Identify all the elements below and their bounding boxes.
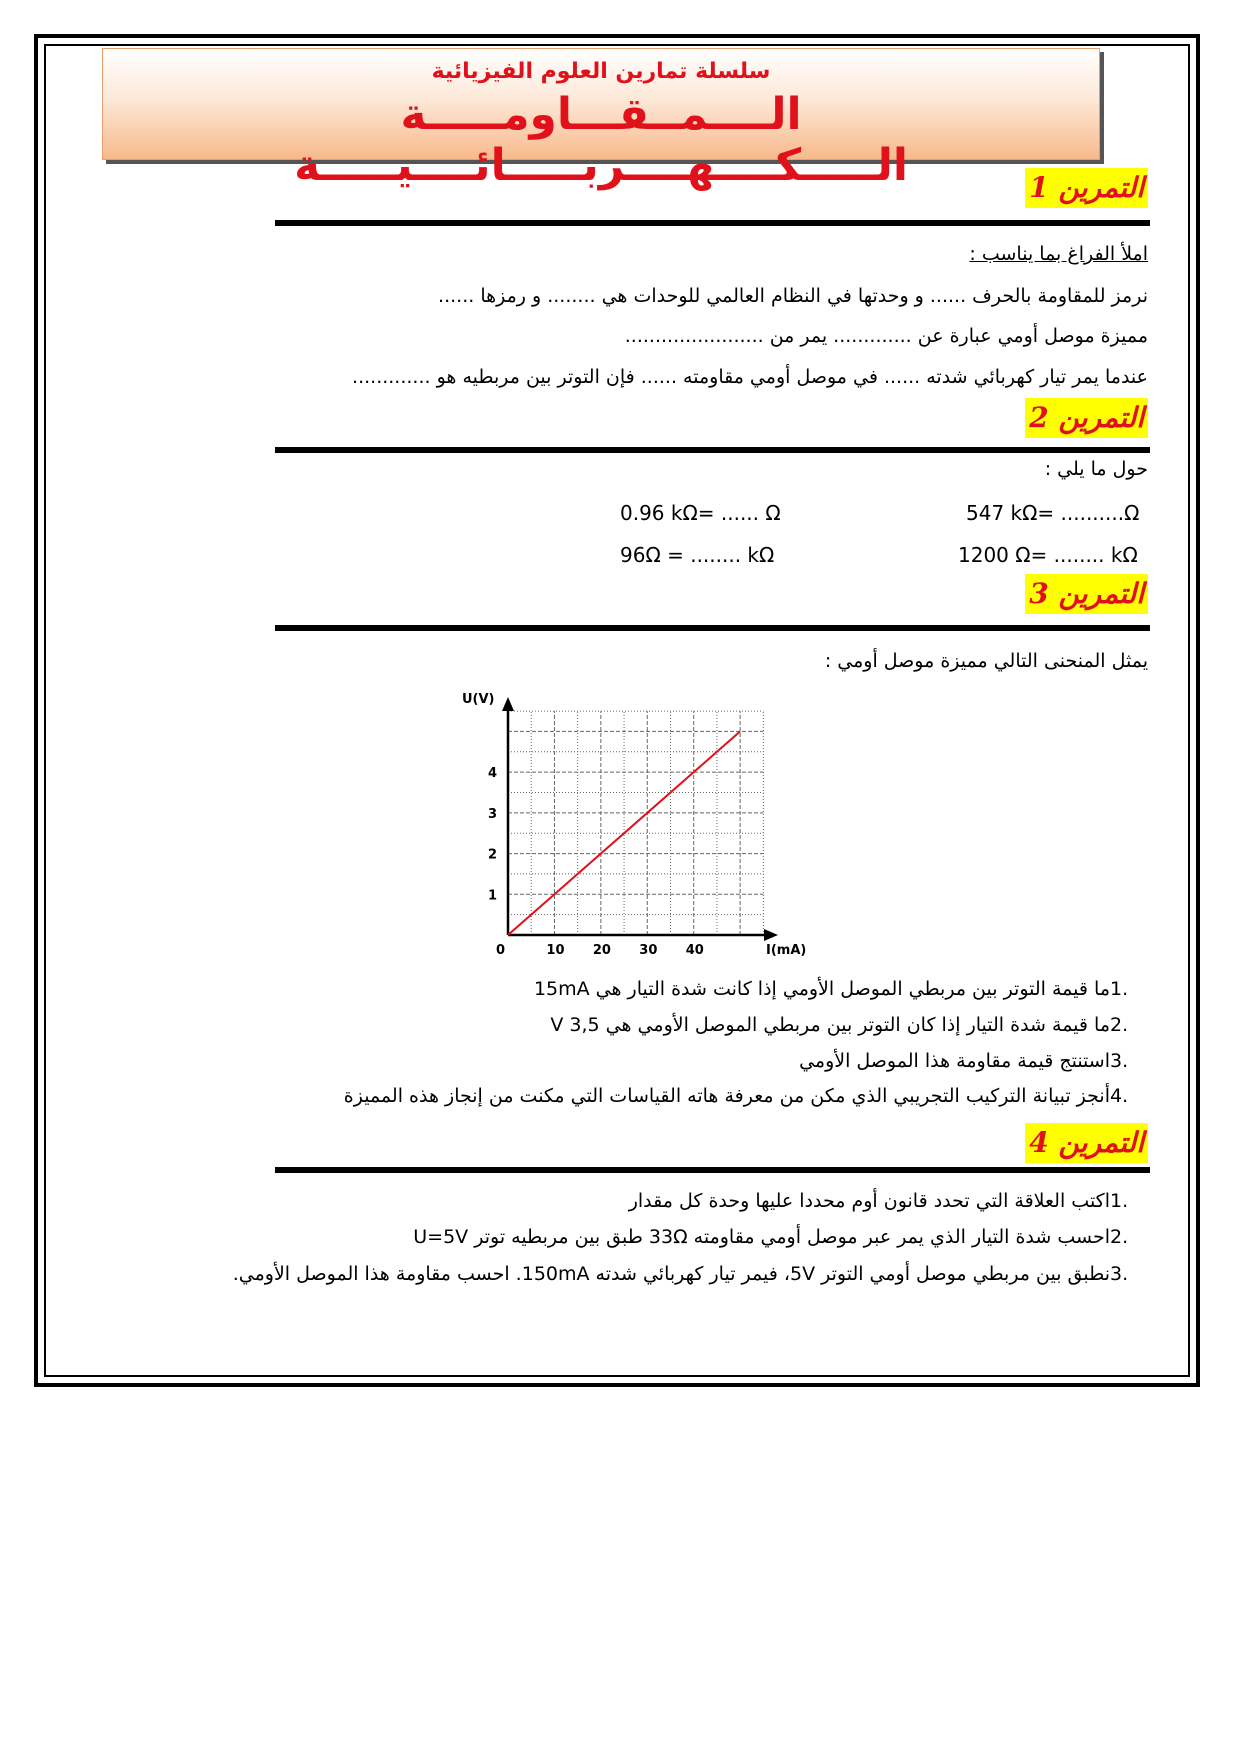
y-tick-label: 1 [488,888,498,904]
exercise-3-label: التمرين 3 [1025,574,1148,614]
x-tick-label: 20 [592,943,611,958]
exercise-3-question-1 [534,978,1148,1000]
main-title: الــــمــقـــاومـــــة الـــــكــــهــــربـــــائــــيـــــة [294,89,908,191]
exercise-2-label: التمرين 2 [1025,398,1148,438]
question-text: ما قيمة التوتر بين مربطي الموصل الأومي إذا كانت شدة التيار هي 15mA [533,978,1110,1000]
y-tick-label: 3 [488,806,498,822]
question-text: أنجز تبيانة التركيب التجريبي الذي مكن من معرفة هاته القياسات التي مكنت من إنجاز هذه المميزة [343,1085,1110,1107]
exercise-4-question-1 [629,1190,1148,1212]
question-number: 1. [1110,1190,1129,1212]
question-number: 4. [1110,1085,1129,1107]
exercise-3-rule [275,625,1150,631]
exercise-4-rule [275,1167,1150,1173]
x-tick-label: 40 [685,943,704,958]
y-axis-label: U(V) [462,692,495,707]
conversion-2: 0.96 kΩ= ...... Ω [620,501,781,525]
question-number: 2. [1110,1014,1129,1036]
question-number: 1. [1110,978,1129,1000]
conversion-3: 1200 Ω= ........ kΩ [958,543,1138,567]
y-axis-arrow [502,697,514,711]
exercise-2-rule [275,447,1150,453]
y-tick-label: 2 [488,847,498,863]
question-number: 3. [1110,1263,1129,1285]
x-tick-label: 10 [546,943,565,958]
x-tick-labels [496,943,704,958]
y-tick-label: 4 [488,766,498,782]
u-i-characteristic-chart [440,685,820,965]
x-axis-label: I(mA) [766,943,807,958]
question-text: ما قيمة شدة التيار إذا كان التوتر بين مربطي الموصل الأومي هي 3,5 V [550,1014,1110,1036]
y-tick-labels [488,766,497,903]
exercise-1-line-3: عندما يمر تيار كهربائي شدته ...... في موصل أومي مقاومته ...... فإن التوتر بين مربطيه هو ............. [352,366,1148,388]
exercise-3-question-2 [550,1014,1148,1036]
exercise-3-question-3 [799,1050,1148,1072]
exercise-1-line-2: مميزة موصل أومي عبارة عن ............. يمر من ....................... [624,325,1148,347]
question-number: 2. [1110,1226,1129,1248]
exercise-3-question-4 [344,1085,1148,1107]
x-tick-label: 0 [496,943,506,958]
exercise-1-instruction: املأ الفراغ بما يناسب : [969,243,1148,265]
exercise-2-instruction: حول ما يلي : [1044,458,1148,480]
question-text: نطبق بين مربطي موصل أومي التوتر 5V، فيمر تيار كهربائي شدته 150mA. احسب مقاومة هذا الموصل الأومي. [232,1263,1110,1285]
x-axis-arrow [764,929,778,941]
exercise-4-label: التمرين 4 [1025,1123,1148,1163]
question-text: احسب شدة التيار الذي يمر عبر موصل أومي مقاومته 33Ω طبق بين مربطيه توتر U=5V [413,1226,1110,1248]
exercise-4-question-3 [188,1258,1148,1290]
conversion-1: 547 kΩ= ..........Ω [966,501,1140,525]
exercise-1-line-1: نرمز للمقاومة بالحرف ...... و وحدتها في النظام العالمي للوحدات هي ........ و رمزها ...... [438,285,1148,307]
x-tick-label: 30 [639,943,658,958]
question-text: استنتج قيمة مقاومة هذا الموصل الأومي [799,1050,1110,1072]
conversion-4: 96Ω = ........ kΩ [620,543,775,567]
exercise-4-question-2 [413,1226,1148,1248]
title-banner [102,48,1100,191]
series-title: سلسلة تمارين العلوم الفيزيائية [431,59,771,84]
question-text: اكتب العلاقة التي تحدد قانون أوم محددا عليها وحدة كل مقدار [628,1190,1110,1212]
question-number: 3. [1110,1050,1129,1072]
exercise-3-instruction: يمثل المنحنى التالي مميزة موصل أومي : [824,650,1148,672]
exercise-1-label: التمرين 1 [1025,168,1148,208]
exercise-1-rule [275,220,1150,226]
